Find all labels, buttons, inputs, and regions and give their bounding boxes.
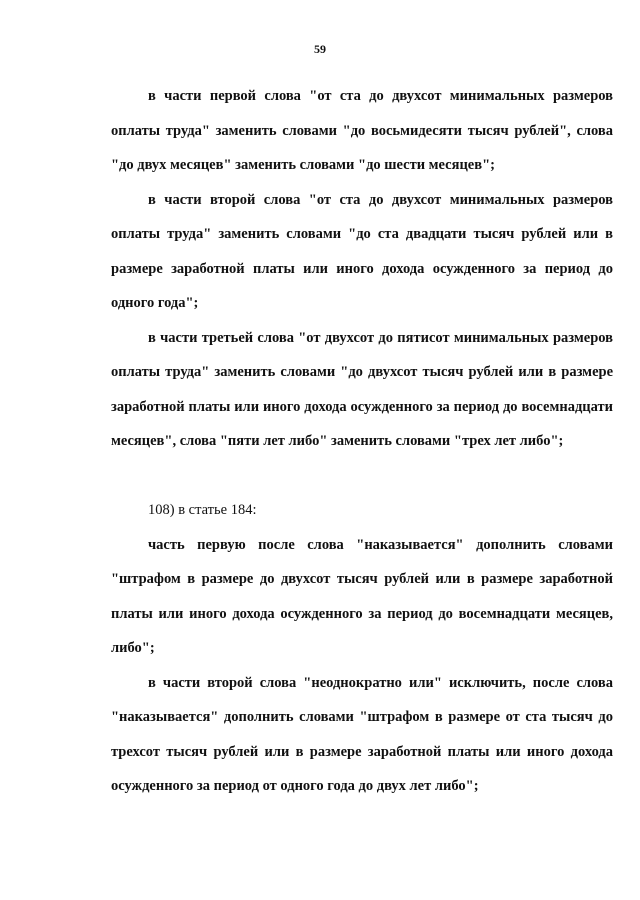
paragraph-part-three: в части третьей слова "от двухсот до пятисот минимальных размеров оплаты труда" заменить словами "до двухсот тысяч рублей или в размере заработной платы или иного дохода осужденного за период до восемнадцати месяцев", слова "пяти лет либо" заменить словами "трех лет либо"; — [111, 329, 613, 449]
paragraph-article-184-part-one: часть первую после слова "наказывается" дополнить словами "штрафом в размере до двухсот тысяч рублей или в размере заработной платы или иного дохода осужденного за период до восемнадцати месяцев, либо"; — [111, 536, 613, 656]
paragraph-part-two: в части второй слова "от ста до двухсот минимальных размеров оплаты труда" заменить словами "до ста двадцати тысяч рублей или в размере заработной платы или иного дохода осужденного за период до одного года"; — [111, 191, 613, 311]
paragraph-part-one: в части первой слова "от ста до двухсот минимальных размеров оплаты труда" заменить словами "до восьмидесяти тысяч рублей", слова "до двух месяцев" заменить словами "до шести месяцев"; — [111, 88, 613, 173]
page-number: 59 — [314, 42, 326, 56]
paragraph-article-184-part-two: в части второй слова "неоднократно или" исключить, после слова "наказывается" дополнить словами "штрафом в размере от ста тысяч до трехсот тысяч рублей или в размере заработной платы или иного дохода осужденного за период от одного года до двух лет либо"; — [111, 674, 613, 794]
section-heading: 108) в статье 184: — [148, 502, 257, 518]
document-body — [111, 79, 613, 804]
